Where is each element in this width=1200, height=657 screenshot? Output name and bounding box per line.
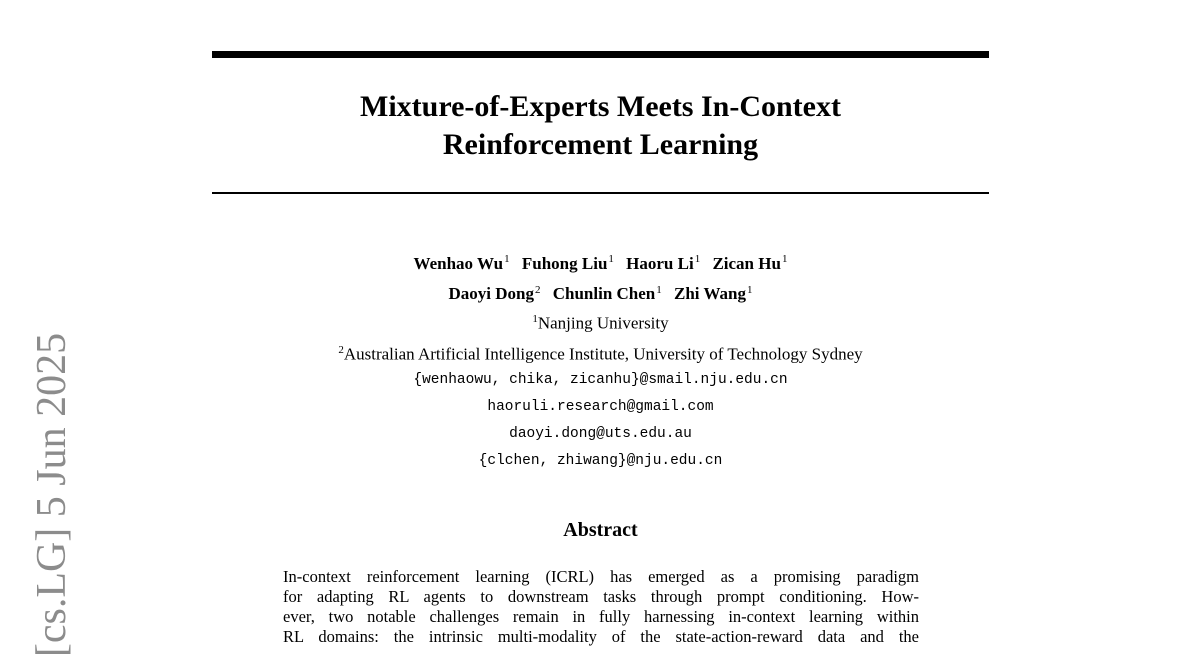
affiliation-uts: $^2$Australian Artificial Intelligence Institute, University of Technology Sydney — [338, 343, 863, 364]
affiliation-mark: 1 — [656, 283, 662, 296]
abstract-line: ever, two notable challenges remain in fully harnessing in-context learning within — [283, 607, 919, 626]
abstract-line: In-context reinforcement learning (ICRL) has emerged as a promising paradigm — [283, 567, 919, 586]
email-nju-smail: {wenhaowu, chika, zicanhu}@smail.nju.edu.cn — [413, 372, 788, 389]
title-line-2: Reinforcement Learning — [442, 128, 759, 161]
arxiv-side-stamp: [cs.LG] 5 Jun 2025 — [29, 332, 75, 657]
title-line-1: Mixture-of-Experts Meets In-Context — [360, 90, 841, 123]
title-bottom-rule — [212, 192, 989, 194]
author-haoru-li: Haoru Li$^1$ — [626, 253, 701, 273]
abstract-text — [283, 567, 919, 647]
affiliation-mark: 1 — [747, 283, 753, 296]
abstract-line: for adapting RL agents to downstream tasks through prompt conditioning. How- — [283, 587, 919, 606]
top-thick-rule — [212, 51, 989, 58]
author-line-2 — [212, 277, 989, 308]
affiliation-mark: 1 — [504, 253, 510, 265]
email-nju: {clchen, zhiwang}@nju.edu.cn — [478, 453, 723, 470]
affiliation-mark: 1 — [694, 253, 701, 265]
paper-title — [212, 88, 989, 164]
author-daoyi-dong: Daoyi Dong$^2$ — [448, 283, 541, 304]
email-haoru-gmail: haoruli.research@gmail.com — [487, 399, 714, 416]
abstract-heading: Abstract — [563, 519, 638, 541]
author-chunlin-chen: Chunlin Chen$^1$ — [552, 283, 662, 304]
affiliation-mark: 1 — [781, 253, 788, 265]
author-zhi-wang: Zhi Wang$^1$ — [674, 283, 753, 304]
email-uts: daoyi.dong@uts.edu.au — [509, 426, 692, 443]
affiliation-mark: 1 — [608, 253, 614, 265]
author-line-1 — [212, 246, 989, 277]
affiliation-block — [212, 306, 989, 475]
affiliation-mark: 2 — [534, 283, 541, 296]
author-wenhao-wu: Wenhao Wu$^1$ — [413, 253, 510, 273]
abstract-line: RL domains: the intrinsic multi-modality of the state-action-reward data and the — [283, 627, 919, 646]
author-fuhong-liu: Fuhong Liu$^1$ — [521, 253, 614, 273]
author-block — [212, 246, 989, 307]
author-zican-hu: Zican Hu$^1$ — [712, 253, 788, 273]
affiliation-nanjing: $^1$Nanjing University — [532, 313, 669, 333]
